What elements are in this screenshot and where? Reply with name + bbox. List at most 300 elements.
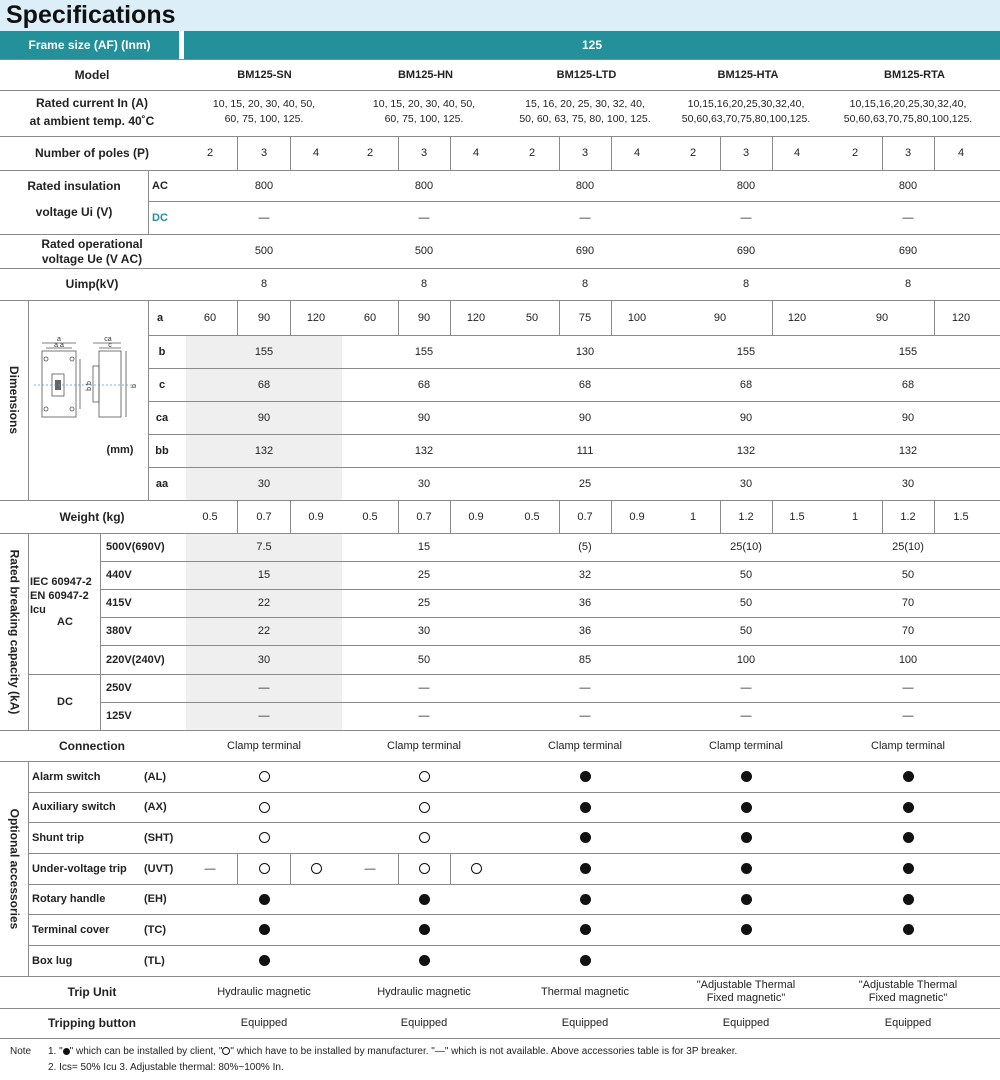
dim-value: 68 — [417, 378, 431, 391]
voltage-label: 415V — [106, 597, 132, 609]
accessory-mark — [254, 923, 274, 937]
accessory-name: Auxiliary switch — [32, 801, 116, 813]
breaking-value: — — [740, 710, 752, 722]
connection-value: Clamp terminal — [871, 739, 945, 752]
dim-a-value: 50 — [525, 311, 539, 324]
dim-value: 132 — [254, 444, 274, 457]
col-divider — [398, 853, 399, 884]
dim-value: 155 — [736, 345, 756, 358]
weight-value: 1.5 — [953, 510, 969, 523]
breaking-value: 30 — [417, 625, 431, 637]
col-divider — [398, 500, 399, 533]
operational-label: voltage Ue (V AC) — [41, 252, 143, 266]
dim-a-value: 90 — [257, 311, 271, 324]
dim-value: 132 — [414, 444, 434, 457]
dc-label: DC — [152, 211, 168, 224]
dim-value: 68 — [901, 378, 915, 391]
accessory-mark: — — [204, 862, 216, 875]
col-divider — [772, 300, 773, 335]
col-divider — [237, 853, 238, 884]
dim-value: 90 — [739, 411, 753, 424]
col-divider — [934, 300, 935, 335]
breaking-value: 50 — [739, 625, 753, 637]
rated-current-values: 10,15,16,20,25,30,32,40, — [687, 98, 805, 110]
trip-unit-value: "Adjustable Thermal — [858, 979, 958, 991]
breaking-value: — — [740, 682, 752, 694]
pole-count: 2 — [528, 147, 536, 159]
breaking-value: 70 — [901, 625, 915, 637]
filled-dot-icon — [741, 863, 752, 874]
dim-value: 25 — [578, 477, 592, 490]
connection-value: Clamp terminal — [227, 739, 301, 752]
pole-count: 2 — [206, 147, 214, 159]
tripping-button-label: Tripping button — [48, 1016, 136, 1030]
filled-dot-icon — [63, 1048, 70, 1055]
mount-hole — [44, 357, 48, 361]
hollow-circle-icon — [419, 832, 430, 843]
weight-value: 0.5 — [362, 510, 378, 523]
note-1-part-a: 1. " — [48, 1046, 63, 1057]
note-label: Note — [10, 1046, 32, 1057]
accessory-code: (TC) — [144, 923, 166, 936]
diagram-label-bb: b b — [86, 381, 93, 391]
dim-row-label: c — [158, 378, 166, 391]
accessory-name: Box lug — [32, 954, 73, 967]
filled-dot-icon — [903, 802, 914, 813]
accessory-mark — [575, 923, 595, 937]
uimp-value: 8 — [581, 278, 589, 290]
pole-count: 4 — [633, 147, 641, 159]
col-divider — [290, 500, 291, 533]
filled-dot-icon — [741, 924, 752, 935]
trip-unit-label: Trip Unit — [67, 985, 117, 999]
tripping-button-value: Equipped — [884, 1017, 932, 1029]
model-name: BM125-HTA — [717, 68, 779, 81]
poles-label: Number of poles (P) — [34, 146, 149, 160]
breaking-value: — — [258, 710, 270, 722]
accessory-mark: — — [364, 862, 376, 875]
dim-row-label: aa — [155, 477, 169, 490]
diagram-label-aa: a a — [54, 342, 64, 349]
accessory-mark — [736, 862, 756, 876]
accessory-code: (UVT) — [144, 862, 174, 875]
insulation-ac-value: 800 — [254, 179, 274, 192]
diagram-label-ca: ca — [104, 336, 112, 343]
filled-dot-icon — [580, 771, 591, 782]
pole-count: 4 — [957, 147, 965, 159]
ac-label: AC — [152, 179, 168, 192]
breaker-side-handle — [93, 366, 99, 402]
operational-label: Rated operational — [41, 237, 143, 251]
insulation-ac-value: 800 — [414, 179, 434, 192]
uimp-value: 8 — [904, 278, 912, 290]
breaking-value: — — [902, 682, 914, 694]
weight-value: 0.5 — [202, 510, 218, 523]
accessory-mark — [898, 800, 918, 814]
weight-value: 1.2 — [738, 510, 754, 523]
tripping-button-value: Equipped — [240, 1017, 288, 1029]
dim-value: 132 — [736, 444, 756, 457]
accessory-name: Rotary handle — [32, 893, 106, 905]
accessory-name: Terminal cover — [32, 923, 110, 936]
col-divider — [28, 300, 29, 500]
voltage-label: 380V — [106, 625, 132, 637]
weight-value: 1 — [689, 510, 697, 523]
breaking-value: 70 — [901, 597, 915, 609]
accessory-code: (EH) — [144, 893, 167, 905]
accessory-mark — [414, 892, 434, 906]
dim-value: 30 — [417, 477, 431, 490]
pole-count: 3 — [742, 147, 750, 159]
col-divider — [100, 533, 101, 730]
col-divider — [450, 500, 451, 533]
breaking-value: — — [258, 682, 270, 694]
breaking-value: — — [902, 710, 914, 722]
accessory-mark — [306, 862, 326, 876]
breaking-capacity-label-text: Rated breaking capacity (kA) — [7, 549, 21, 714]
insulation-dc-value: — — [740, 211, 752, 224]
dim-row-label: b — [158, 345, 166, 358]
pole-count: 3 — [904, 147, 912, 159]
operational-value: 690 — [575, 245, 595, 257]
breaking-value: 100 — [898, 653, 918, 666]
accessory-code: (TL) — [144, 954, 165, 967]
trip-unit-value: Hydraulic magnetic — [217, 986, 311, 998]
hollow-circle-icon — [419, 771, 430, 782]
breaking-value: 30 — [257, 653, 271, 666]
weight-value: 0.7 — [577, 510, 593, 523]
breaker-dimension-diagram-icon — [34, 335, 138, 435]
col-divider — [882, 500, 883, 533]
filled-dot-icon — [903, 771, 914, 782]
col-divider — [148, 300, 149, 500]
breaking-value: 25 — [417, 597, 431, 609]
breaking-value: 100 — [736, 653, 756, 666]
col-divider — [559, 500, 560, 533]
insulation-dc-value: — — [579, 211, 591, 224]
breaking-value: — — [418, 710, 430, 722]
accessory-mark — [736, 892, 756, 906]
model-name: BM125-SN — [237, 68, 292, 81]
col-divider — [450, 853, 451, 884]
weight-value: 0.7 — [416, 510, 432, 523]
weight-value: 0.9 — [468, 510, 484, 523]
weight-value: 1.5 — [789, 510, 805, 523]
accessory-mark — [414, 770, 434, 784]
uimp-label: Uimp(kV) — [65, 277, 119, 291]
pole-count: 4 — [312, 147, 320, 159]
col-divider — [28, 761, 29, 976]
dim-a-value: 100 — [627, 311, 647, 324]
pole-count: 3 — [581, 147, 589, 159]
breaking-value: 15 — [257, 569, 271, 581]
dc-label: DC — [57, 696, 73, 708]
dimensions-unit: (mm) — [106, 444, 134, 456]
col-divider — [290, 300, 291, 335]
col-divider — [611, 136, 612, 170]
filled-dot-icon — [419, 924, 430, 935]
hollow-circle-icon — [419, 863, 430, 874]
filled-dot-icon — [580, 863, 591, 874]
dim-value: 68 — [578, 378, 592, 391]
rated-current-values: 10,15,16,20,25,30,32,40, — [849, 98, 967, 110]
insulation-label: Rated insulation — [27, 179, 121, 193]
model-name: BM125-RTA — [884, 68, 945, 81]
filled-dot-icon — [741, 802, 752, 813]
voltage-label: 125V — [106, 710, 132, 722]
breaking-value: 7.5 — [256, 541, 272, 553]
filled-dot-icon — [903, 924, 914, 935]
trip-unit-value: Fixed magnetic" — [706, 992, 786, 1004]
model-label: Model — [74, 67, 110, 82]
rated-current-values: 50,60,63,70,75,80,100,125. — [681, 113, 811, 125]
dim-value: 68 — [739, 378, 753, 391]
title-band — [0, 0, 1000, 31]
weight-label: Weight (kg) — [59, 509, 125, 524]
accessory-mark — [898, 892, 918, 906]
mount-hole — [70, 407, 74, 411]
dimensions-label-text: Dimensions — [7, 365, 22, 435]
voltage-label: 440V — [106, 569, 132, 581]
accessory-mark — [575, 954, 595, 968]
rated-current-values: 50,60,63,70,75,80,100,125. — [843, 113, 973, 125]
model-name: BM125-LTD — [556, 68, 617, 81]
filled-dot-icon — [580, 894, 591, 905]
accessory-mark — [254, 770, 274, 784]
col-divider — [559, 300, 560, 335]
col-divider — [934, 500, 935, 533]
rated-current-temp-label: at ambient temp. 40˚C — [29, 114, 155, 128]
breaking-value: 50 — [739, 569, 753, 581]
filled-dot-icon — [580, 802, 591, 813]
accessory-mark — [414, 831, 434, 845]
rated-current-label: Rated current In (A) — [35, 96, 148, 110]
breaking-value: 50 — [901, 569, 915, 581]
accessory-mark — [575, 800, 595, 814]
standard-label: EN 60947-2 — [30, 590, 89, 602]
insulation-label: voltage Ui (V) — [35, 205, 113, 219]
breaking-value: 36 — [578, 597, 592, 609]
hollow-circle-icon — [259, 863, 270, 874]
dim-a-value: 120 — [466, 311, 486, 324]
model-name: BM125-HN — [397, 68, 453, 81]
filled-dot-icon — [259, 894, 270, 905]
dim-value: 155 — [898, 345, 918, 358]
accessory-mark — [898, 923, 918, 937]
connection-value: Clamp terminal — [709, 739, 783, 752]
breaking-value: 32 — [578, 569, 592, 581]
dim-a-value: 90 — [417, 311, 431, 324]
dim-a-value: 120 — [306, 311, 326, 324]
hollow-circle-icon — [259, 832, 270, 843]
col-divider — [882, 136, 883, 170]
breaking-value: 22 — [257, 597, 271, 609]
note-line-2: 2. Ics= 50% Icu 3. Adjustable thermal: 80%~100% In. — [48, 1062, 284, 1073]
trip-unit-value: Fixed magnetic" — [868, 992, 948, 1004]
accessory-name: Alarm switch — [32, 770, 101, 783]
accessory-mark — [736, 831, 756, 845]
dim-value: 90 — [901, 411, 915, 424]
filled-dot-icon — [580, 924, 591, 935]
accessory-mark — [254, 862, 274, 876]
hollow-circle-icon — [259, 771, 270, 782]
filled-dot-icon — [903, 832, 914, 843]
tripping-button-value: Equipped — [561, 1017, 609, 1029]
accessory-code: (AX) — [144, 801, 167, 813]
accessories-label-text: Optional accessories — [7, 808, 22, 929]
standard-label: IEC 60947-2 — [30, 576, 92, 588]
filled-dot-icon — [903, 863, 914, 874]
diagram-label-b: b — [131, 384, 138, 388]
pole-count: 3 — [420, 147, 428, 159]
col-divider — [237, 300, 238, 335]
dim-value: 90 — [578, 411, 592, 424]
insulation-ac-value: 800 — [898, 179, 918, 192]
accessory-name: Shunt trip — [32, 831, 84, 844]
pole-count: 4 — [472, 147, 480, 159]
filled-dot-icon — [259, 955, 270, 966]
dim-value: 68 — [257, 378, 271, 391]
trip-unit-value: Hydraulic magnetic — [377, 986, 471, 998]
connection-value: Clamp terminal — [387, 739, 461, 752]
col-divider — [450, 300, 451, 335]
accessory-mark — [898, 862, 918, 876]
voltage-label: 220V(240V) — [106, 653, 165, 666]
pole-count: 2 — [366, 147, 374, 159]
breaking-value: — — [579, 710, 591, 722]
filled-dot-icon — [419, 894, 430, 905]
dim-a-value: 120 — [951, 311, 971, 324]
voltage-label: 250V — [106, 682, 132, 694]
filled-dot-icon — [741, 832, 752, 843]
filled-dot-icon — [741, 894, 752, 905]
insulation-dc-value: — — [418, 211, 430, 224]
pole-count: 3 — [260, 147, 268, 159]
weight-value: 0.9 — [629, 510, 645, 523]
diagram-label-c: c — [108, 342, 112, 349]
filled-dot-icon — [741, 771, 752, 782]
col-divider — [772, 136, 773, 170]
mount-hole — [70, 357, 74, 361]
accessory-code: (AL) — [144, 770, 166, 783]
accessory-mark — [575, 770, 595, 784]
row-divider — [0, 1038, 1000, 1039]
dim-value: 130 — [575, 345, 595, 358]
uimp-value: 8 — [260, 278, 268, 290]
accessory-mark — [414, 862, 434, 876]
dim-value: 132 — [898, 444, 918, 457]
accessory-mark — [736, 800, 756, 814]
diagram-label-a: a — [57, 336, 61, 343]
trip-unit-value: Thermal magnetic — [540, 986, 630, 998]
col-divider — [611, 300, 612, 335]
dim-value: 155 — [414, 345, 434, 358]
hollow-circle-icon — [471, 863, 482, 874]
dim-a-value: 120 — [787, 311, 807, 324]
mount-hole — [44, 407, 48, 411]
insulation-dc-value: — — [902, 211, 914, 224]
frame-size-header: Frame size (AF) (Inm) — [0, 31, 179, 59]
col-divider — [398, 300, 399, 335]
row-divider — [0, 90, 1000, 91]
operational-value: 690 — [736, 245, 756, 257]
uimp-value: 8 — [742, 278, 750, 290]
dim-value: 30 — [257, 477, 271, 490]
hollow-circle-icon — [311, 863, 322, 874]
rated-current-values: 10, 15, 20, 30, 40, 50, — [372, 98, 476, 110]
operational-value: 500 — [414, 245, 434, 257]
breaking-value: 50 — [739, 597, 753, 609]
breaking-value: 15 — [417, 541, 431, 553]
col-divider — [290, 853, 291, 884]
breaking-value: 50 — [417, 653, 431, 666]
weight-value: 1.2 — [900, 510, 916, 523]
pole-count: 4 — [793, 147, 801, 159]
col-divider — [148, 170, 149, 234]
col-divider — [28, 533, 29, 730]
dim-a-value: 75 — [578, 311, 592, 324]
dim-row-label: ca — [155, 411, 169, 424]
dim-value: 90 — [417, 411, 431, 424]
accessory-mark — [254, 800, 274, 814]
note-1-part-b: " which can be installed by client, " — [69, 1046, 223, 1057]
rated-current-values: 10, 15, 20, 30, 40, 50, — [212, 98, 316, 110]
dim-a-value: 60 — [363, 311, 377, 324]
breaking-value: 36 — [578, 625, 592, 637]
pole-count: 2 — [689, 147, 697, 159]
page-title: Specifications — [6, 1, 176, 29]
connection-label: Connection — [59, 738, 125, 753]
col-divider — [450, 136, 451, 170]
breaking-value: (5) — [578, 541, 592, 553]
dim-a-label: a — [156, 311, 164, 324]
operational-value: 500 — [254, 245, 274, 257]
insulation-ac-value: 800 — [736, 179, 756, 192]
filled-dot-icon — [419, 955, 430, 966]
col-divider — [559, 136, 560, 170]
insulation-dc-value: — — [258, 211, 270, 224]
accessory-mark — [575, 862, 595, 876]
frame-size-value: 125 — [184, 31, 1000, 59]
dim-row-label: bb — [155, 444, 169, 457]
breaker-side-outline — [99, 351, 121, 417]
rated-current-values: 60, 75, 100, 125. — [384, 113, 464, 125]
col-divider — [934, 136, 935, 170]
weight-value: 0.9 — [308, 510, 324, 523]
uimp-value: 8 — [420, 278, 428, 290]
col-divider — [720, 136, 721, 170]
breaking-value: — — [418, 682, 430, 694]
rated-current-values: 50, 60, 63, 75, 80, 100, 125. — [519, 113, 651, 125]
rated-current-values: 60, 75, 100, 125. — [224, 113, 304, 125]
col-divider — [237, 136, 238, 170]
operational-value: 690 — [898, 245, 918, 257]
filled-dot-icon — [903, 894, 914, 905]
weight-value: 0.5 — [524, 510, 540, 523]
tripping-button-value: Equipped — [722, 1017, 770, 1029]
breaking-value: 25 — [417, 569, 431, 581]
filled-dot-icon — [580, 832, 591, 843]
row-divider — [0, 234, 1000, 235]
col-divider — [237, 500, 238, 533]
breaking-value: — — [579, 682, 591, 694]
accessory-mark — [736, 923, 756, 937]
dim-a-value: 90 — [875, 311, 889, 324]
hollow-circle-icon — [419, 802, 430, 813]
accessory-mark — [254, 831, 274, 845]
connection-value: Clamp terminal — [548, 739, 622, 752]
accessory-mark — [736, 770, 756, 784]
